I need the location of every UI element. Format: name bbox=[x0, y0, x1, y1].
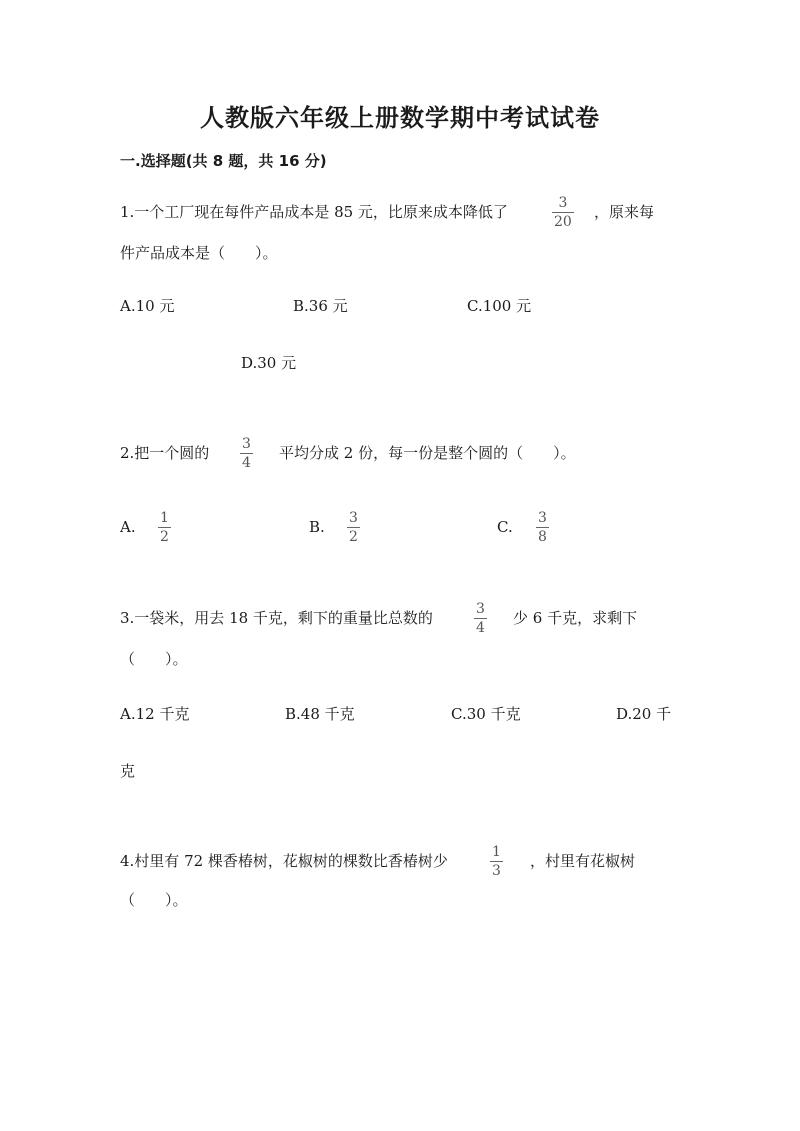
fraction-denominator: 4 bbox=[242, 455, 251, 471]
question-1-option-b[interactable]: B.36 元 bbox=[293, 297, 348, 315]
question-2-fraction bbox=[240, 437, 253, 471]
question-1-text-line2: 件产品成本是（ ）。 bbox=[120, 244, 278, 262]
fraction-denominator: 2 bbox=[349, 529, 358, 545]
question-2-text-end: 平均分成 2 份，每一份是整个圆的（ ）。 bbox=[279, 444, 576, 462]
question-3-option-a[interactable]: A.12 千克 bbox=[120, 705, 190, 723]
fraction-numerator: 3 bbox=[349, 510, 358, 526]
option-fraction bbox=[158, 511, 171, 545]
fraction-denominator: 2 bbox=[160, 529, 169, 545]
question-1-option-c[interactable]: C.100 元 bbox=[467, 297, 532, 315]
question-4-text-end: ，村里有花椒树 bbox=[530, 852, 636, 870]
question-3-text-end: 少 6 千克，求剩下 bbox=[513, 609, 638, 627]
question-3-option-d[interactable]: D.20 千 bbox=[616, 705, 672, 723]
question-3-option-c[interactable]: C.30 千克 bbox=[451, 705, 521, 723]
fraction-numerator: 3 bbox=[558, 195, 568, 211]
fraction-numerator: 3 bbox=[476, 601, 485, 617]
question-4-fraction bbox=[490, 845, 503, 879]
question-2-text-start: 2.把一个圆的 bbox=[120, 444, 210, 462]
section-heading: 一.选择题(共 8 题，共 16 分) bbox=[120, 152, 327, 170]
question-1-text-end: ，原来每 bbox=[594, 203, 655, 221]
question-1-fraction bbox=[552, 196, 574, 230]
fraction-denominator: 20 bbox=[554, 214, 572, 230]
option-fraction bbox=[536, 511, 549, 545]
option-label: B. bbox=[309, 518, 325, 536]
fraction-denominator: 3 bbox=[492, 863, 501, 879]
question-1-text-start: 1.一个工厂现在每件产品成本是 85 元，比原来成本降低了 bbox=[120, 203, 508, 221]
fraction-denominator: 8 bbox=[538, 529, 547, 545]
question-3-option-d-wrap[interactable]: 克 bbox=[120, 762, 136, 780]
question-3-text-line2: （ ）。 bbox=[120, 650, 188, 668]
question-4-text-line2: （ ）。 bbox=[120, 891, 188, 909]
fraction-numerator: 1 bbox=[492, 844, 501, 860]
fraction-numerator: 3 bbox=[242, 436, 251, 452]
option-label: C. bbox=[497, 518, 513, 536]
option-label: A. bbox=[120, 518, 136, 536]
question-3-text-start: 3.一袋米，用去 18 千克，剩下的重量比总数的 bbox=[120, 609, 433, 627]
option-fraction bbox=[347, 511, 360, 545]
fraction-numerator: 1 bbox=[160, 510, 169, 526]
exam-title: 人教版六年级上册数学期中考试试卷 bbox=[200, 104, 600, 132]
fraction-denominator: 4 bbox=[476, 620, 485, 636]
fraction-numerator: 3 bbox=[538, 510, 547, 526]
question-3-fraction bbox=[474, 602, 487, 636]
question-1-option-d[interactable]: D.30 元 bbox=[241, 354, 297, 372]
question-3-option-b[interactable]: B.48 千克 bbox=[285, 705, 355, 723]
question-1-option-a[interactable]: A.10 元 bbox=[120, 297, 175, 315]
question-4-text-start: 4.村里有 72 棵香椿树，花椒树的棵数比香椿树少 bbox=[120, 852, 448, 870]
